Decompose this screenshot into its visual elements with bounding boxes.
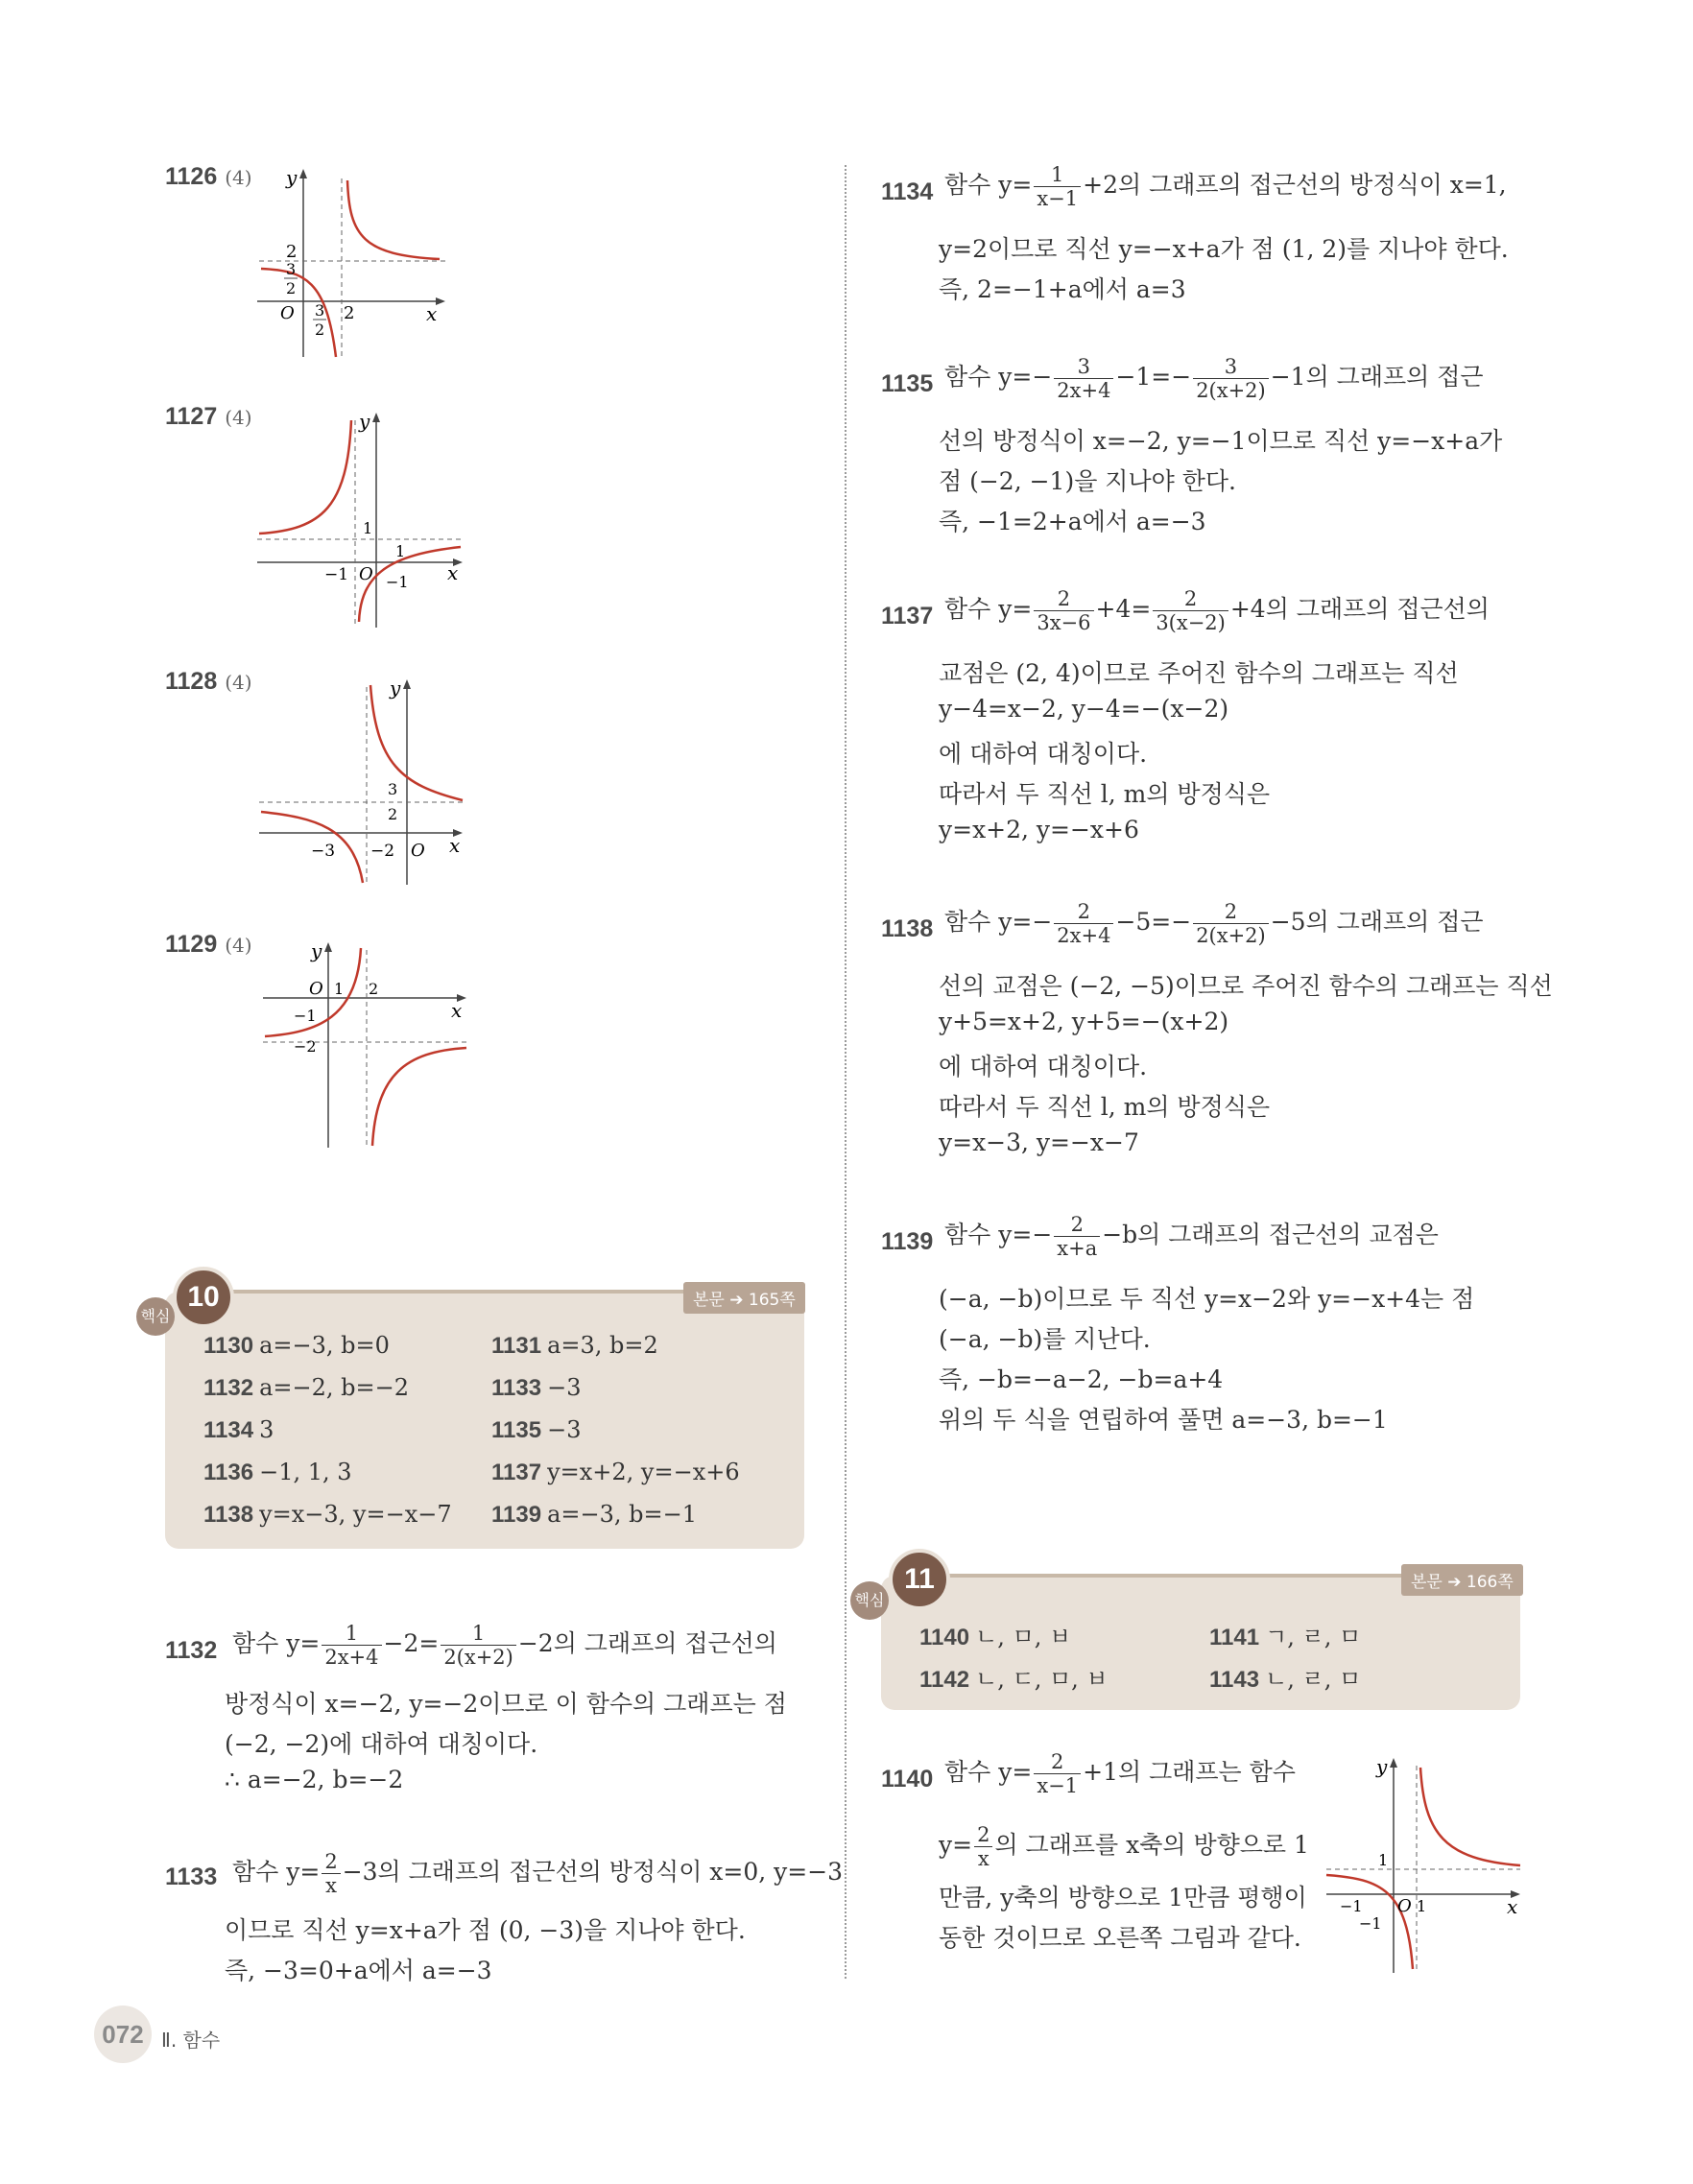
svg-text:−2: −2: [370, 842, 395, 861]
svg-text:3: 3: [388, 780, 398, 798]
problem-1128: 1128 (4): [165, 668, 252, 695]
solution-1138-line2: 선의 교점은 (−2, −5)이므로 주어진 함수의 그래프는 직선: [939, 972, 1553, 1000]
answer-1140: 1140 ㄴ, ㅁ, ㅂ: [919, 1624, 1072, 1650]
core-11-badge: 11: [889, 1549, 950, 1610]
solution-1137-line1: 함수 y= $\frac{2}{3x-6}$ +4= $\frac{2}{3(x-2)}$ +4의 그래프의 접근선의: [944, 587, 1490, 634]
svg-text:2: 2: [388, 805, 398, 823]
answer-1132: 1132 a=−2, b=−2: [203, 1374, 409, 1401]
svg-text:O: O: [411, 841, 425, 861]
solution-1137-num: 1137: [881, 603, 934, 629]
solution-1140-num: 1140: [881, 1766, 934, 1792]
solution-1140-line2: y= $\frac{2}{x}$ 의 그래프를 x축의 방향으로 1: [939, 1823, 1309, 1870]
solution-1134-line2: y=2이므로 직선 y=−x+a가 점 (1, 2)를 지나야 한다.: [939, 235, 1509, 263]
solution-1132-line1: 함수 y= $\frac{1}{2x+4}$ −2= $\frac{1}{2(x+2)}$ −2의 그래프의 접근선의: [232, 1622, 777, 1669]
solution-1137-line3: y−4=x−2, y−4=−(x−2): [939, 695, 1229, 723]
solution-1135-num: 1135: [881, 370, 934, 397]
svg-text:−3: −3: [311, 842, 336, 861]
solution-1139-line4: 즉, −b=−a−2, −b=a+4: [939, 1365, 1224, 1393]
svg-text:2: 2: [315, 320, 325, 339]
svg-text:3: 3: [315, 301, 325, 320]
solution-1137-line2: 교점은 (2, 4)이므로 주어진 함수의 그래프는 직선: [939, 659, 1459, 687]
svg-text:y: y: [390, 677, 401, 700]
solution-1137-line4: 에 대하여 대칭이다.: [939, 740, 1148, 768]
svg-text:O: O: [359, 564, 373, 584]
solution-1139-line3: (−a, −b)를 지난다.: [939, 1325, 1151, 1353]
solution-1138-line6: y=x−3, y=−x−7: [939, 1128, 1139, 1156]
solution-1135-line3: 점 (−2, −1)을 지나야 한다.: [939, 467, 1236, 495]
solution-1137-line6: y=x+2, y=−x+6: [939, 816, 1139, 843]
svg-text:−1: −1: [1340, 1897, 1363, 1915]
svg-text:1: 1: [1378, 1851, 1389, 1869]
svg-text:y: y: [1376, 1756, 1388, 1778]
solution-1138-line4: 에 대하여 대칭이다.: [939, 1053, 1148, 1080]
svg-text:x: x: [1507, 1895, 1518, 1918]
solution-1138-line1: 함수 y=− $\frac{2}{2x+4}$ −5=− $\frac{2}{2(x+2)}$ −5의 그래프의 접근: [944, 900, 1484, 947]
solution-1135-line1: 함수 y=− $\frac{3}{2x+4}$ −1=− $\frac{3}{2(x+2)}$ −1의 그래프의 접근: [944, 355, 1484, 402]
solution-1135-line2: 선의 방정식이 x=−2, y=−1이므로 직선 y=−x+a가: [939, 427, 1503, 455]
svg-text:2: 2: [286, 242, 298, 262]
answer-1131: 1131 a=3, b=2: [491, 1332, 658, 1359]
svg-text:1: 1: [395, 542, 406, 560]
solution-1132-line4: ∴ a=−2, b=−2: [225, 1766, 404, 1793]
solution-1134-num: 1134: [881, 178, 934, 205]
solution-1140-line4: 동한 것이므로 오른쪽 그림과 같다.: [939, 1924, 1301, 1952]
svg-text:−2: −2: [294, 1037, 317, 1056]
svg-text:x: x: [447, 561, 459, 584]
solution-1139-line5: 위의 두 식을 연립하여 풀면 a=−3, b=−1: [939, 1406, 1388, 1434]
core-label: 핵심: [136, 1297, 175, 1336]
svg-text:−1: −1: [1359, 1914, 1382, 1933]
solution-1134-line1: 함수 y= $\frac{1}{x-1}$ +2의 그래프의 접근선의 방정식이 x=1,: [944, 163, 1507, 210]
solution-1134-line3: 즉, 2=−1+a에서 a=3: [939, 275, 1186, 303]
solution-1140-line3: 만큼, y축의 방향으로 1만큼 평행이: [939, 1884, 1307, 1911]
problem-1129: 1129 (4): [165, 931, 252, 958]
chapter-label: Ⅱ. 함수: [161, 2029, 221, 2052]
answer-1134: 1134 3: [203, 1416, 274, 1443]
svg-text:O: O: [280, 303, 295, 323]
svg-text:x: x: [449, 834, 461, 857]
svg-text:O: O: [309, 979, 323, 999]
svg-text:2: 2: [344, 303, 355, 323]
answer-1136: 1136 −1, 1, 3: [203, 1459, 352, 1485]
solution-1133-line1: 함수 y= $\frac{2}{x}$ −3의 그래프의 접근선의 방정식이 x=0, y=−3: [232, 1850, 844, 1897]
graph-1128: [257, 677, 468, 889]
svg-text:2: 2: [286, 279, 297, 297]
column-divider: [845, 165, 846, 1979]
core-11-ref[interactable]: 본문 ➔ 166쪽: [1401, 1564, 1523, 1596]
solution-1133-line2: 이므로 직선 y=x+a가 점 (0, −3)을 지나야 한다.: [225, 1916, 746, 1944]
solution-1139-line1: 함수 y=− $\frac{2}{x+a}$ −b의 그래프의 접근선의 교점은: [944, 1213, 1439, 1260]
graph-1127: [255, 411, 466, 631]
problem-1127: 1127 (4): [165, 403, 252, 430]
answer-1141: 1141 ㄱ, ㄹ, ㅁ: [1209, 1624, 1362, 1650]
svg-text:y: y: [311, 940, 322, 962]
answer-1137: 1137 y=x+2, y=−x+6: [491, 1459, 740, 1485]
graph-1126: [257, 169, 449, 361]
core-label-11: 핵심: [850, 1581, 889, 1620]
answer-1143: 1143 ㄴ, ㄹ, ㅁ: [1209, 1666, 1362, 1693]
page-number: 072: [94, 2006, 152, 2063]
solution-1135-line4: 즉, −1=2+a에서 a=−3: [939, 508, 1206, 535]
solution-1139-line2: (−a, −b)이므로 두 직선 y=x−2와 y=−x+4는 점: [939, 1285, 1475, 1313]
solution-1132-line3: (−2, −2)에 대하여 대칭이다.: [225, 1730, 538, 1758]
solution-1133-num: 1133: [165, 1864, 218, 1890]
solution-1132-num: 1132: [165, 1637, 218, 1664]
svg-text:x: x: [426, 302, 438, 325]
answer-1142: 1142 ㄴ, ㄷ, ㅁ, ㅂ: [919, 1666, 1109, 1693]
core-10-ref[interactable]: 본문 ➔ 165쪽: [683, 1282, 805, 1314]
svg-text:O: O: [1397, 1896, 1412, 1916]
svg-text:2: 2: [369, 980, 379, 998]
svg-text:−1: −1: [386, 573, 409, 591]
svg-text:−1: −1: [294, 1007, 317, 1025]
graph-1129: [261, 940, 472, 1151]
solution-1138-num: 1138: [881, 915, 934, 942]
solution-1138-line3: y+5=x+2, y+5=−(x+2): [939, 1008, 1229, 1035]
svg-text:−1: −1: [324, 565, 349, 584]
solution-1139-num: 1139: [881, 1228, 934, 1255]
answer-1138: 1138 y=x−3, y=−x−7: [203, 1501, 452, 1528]
solution-1133-line3: 즉, −3=0+a에서 a=−3: [225, 1957, 492, 1984]
answer-1139: 1139 a=−3, b=−1: [491, 1501, 697, 1528]
svg-text:1: 1: [1417, 1897, 1427, 1915]
svg-text:y: y: [286, 169, 298, 189]
problem-1126: 1126 (4): [165, 163, 252, 190]
solution-1132-line2: 방정식이 x=−2, y=−2이므로 이 함수의 그래프는 점: [225, 1690, 787, 1718]
svg-text:x: x: [451, 999, 463, 1022]
graph-1140: [1324, 1756, 1528, 1977]
answer-1135: 1135 −3: [491, 1416, 582, 1443]
solution-1137-line5: 따라서 두 직선 l, m의 방정식은: [939, 780, 1271, 808]
svg-text:1: 1: [334, 980, 345, 998]
svg-text:1: 1: [363, 519, 373, 537]
svg-text:3: 3: [286, 260, 297, 278]
answer-1133: 1133 −3: [491, 1374, 582, 1401]
answer-1130: 1130 a=−3, b=0: [203, 1332, 390, 1359]
svg-text:y: y: [359, 411, 370, 433]
solution-1140-line1: 함수 y= $\frac{2}{x-1}$ +1의 그래프는 함수: [944, 1750, 1296, 1797]
core-10-badge: 10: [173, 1267, 234, 1328]
solution-1138-line5: 따라서 두 직선 l, m의 방정식은: [939, 1093, 1271, 1121]
